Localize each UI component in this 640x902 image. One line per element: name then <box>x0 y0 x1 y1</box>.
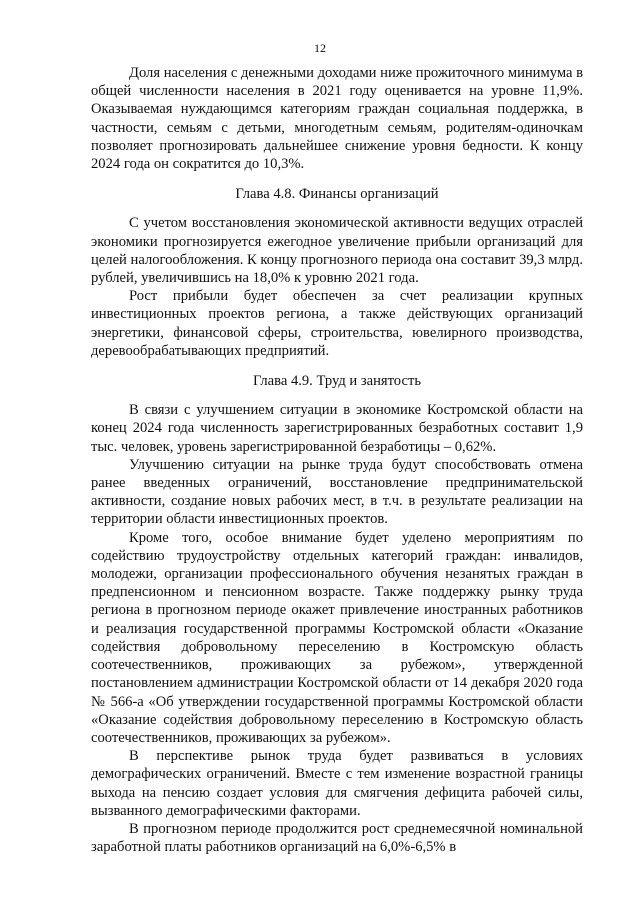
paragraph-profit-growth: Рост прибыли будет обеспечен за счет реализации крупных инвестиционных проектов региона, а также действующих организаций энергетики, финансовой сферы, строительства, ювелирного производства, деревообрабатывающих предприятий. <box>91 288 583 359</box>
document-body <box>91 64 583 856</box>
paragraph-employment-support: Кроме того, особое внимание будет уделено мероприятиям по содействию трудоустройству отдельных категорий граждан: инвалидов, молодежи, организации профессионального обучения незанятых граждан в предпенсионном и пенсионном возрасте. Также поддержку рынку труда региона в прогнозном периоде окажет привлечение иностранных работников и реализация государственной программы Костромской области «Оказание содействия добровольному переселению в Костромскую область соотечественников, проживающих за рубежом», утвержденной постановлением администрации Костромской области от 14 декабря 2020 года № 566-а «Об утверждении государственной программы Костромской области «Оказание содействия добровольному переселению в Костромскую область соотечественников, проживающих за рубежом». <box>91 529 583 746</box>
paragraph-profit-forecast: С учетом восстановления экономической активности ведущих отраслей экономики прогнозируется ежегодное увеличение прибыли организаций для целей налогообложения. К концу прогнозного периода она составит 39,3 млрд. рублей, увеличившись на 18,0% к уровню 2021 года. <box>91 215 583 287</box>
heading-labor-and-employment: Глава 4.9. Труд и занятость <box>253 373 421 390</box>
paragraph-poverty-level: Доля населения с денежными доходами ниже прожиточного минимума в общей численности населения в 2021 году оценивается на уровне 11,9%. Оказываемая нуждающимся категориям граждан социальная поддержка, в частности, семьям с детьми, многодетным семьям, родителям-одиночкам позволяет прогнозировать дальнейшее снижение уровня бедности. К концу 2024 года он сократится до 10,3%. <box>91 65 583 173</box>
paragraph-labor-market-improvement: Улучшению ситуации на рынке труда будут способствовать отмена ранее введенных ограничений, восстановление предпринимательской активности, создание новых рабочих мест, в т.ч. в результате реализации на территории области инвестиционных проектов. <box>91 456 583 528</box>
paragraph-unemployment: В связи с улучшением ситуации в экономике Костромской области на конец 2024 года численность зарегистрированных безработных составит 1,9 тыс. человек, уровень зарегистрированной безработицы – 0,62%. <box>91 402 583 455</box>
page-number: 12 <box>314 41 326 55</box>
paragraph-demographic-constraints: В перспективе рынок труда будет развиваться в условиях демографических ограничений. Вместе с тем изменение возрастной границы выхода на пенсию создает условия для смягчения дефицита рабочей силы, вызванного демографическими факторами. <box>91 748 583 819</box>
paragraph-wage-growth: В прогнозном периоде продолжится рост среднемесячной номинальной заработной платы работников организаций на 6,0%-6,5% в <box>91 820 583 856</box>
heading-finances-of-organizations: Глава 4.8. Финансы организаций <box>235 186 439 203</box>
